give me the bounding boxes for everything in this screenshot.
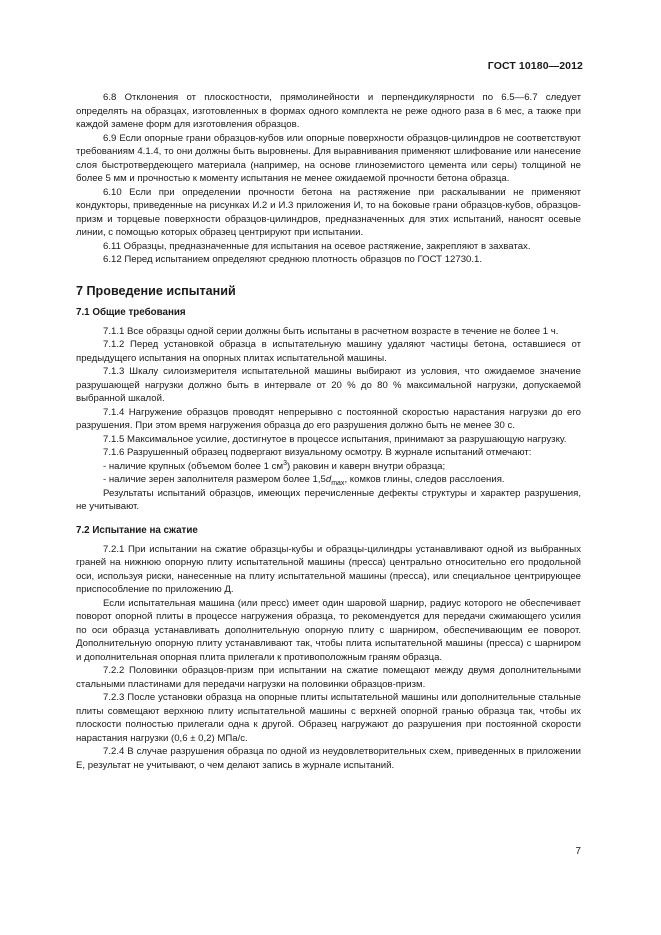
- standard-code: ГОСТ 10180—2012: [487, 60, 583, 72]
- paragraph-6-10: 6.10 Если при определении прочности бетона на растяжение при раскалывании не применяют кондукторы, приведенные на рисунках И.2 и И.3 приложения И, то на боковые грани образцов-кубов, образцов-призм и торцевые поверхности образцов-цилиндров, предназначенных для этих испытаний, наносят осевые линии, с помощью которых образец центрируют при испытании.: [76, 186, 581, 238]
- paragraph-7-2-4: 7.2.4 В случае разрушения образца по одной из неудовлетворительных схем, приведенных в приложении Е, результат не учитывают, о чем делают запись в журнале испытаний.: [76, 746, 581, 771]
- list-item-cavities-text-b: ) раковин и каверн внутри образца;: [286, 460, 446, 472]
- paragraph-7-2-3: 7.2.3 После установки образца на опорные плиты испытательной машины или дополнительные стальные плиты совмещают верхнюю плиту испытательной машины с верхней опорной гранью образца так, чтобы их плоскости полностью прилегали одна к другой. Образец нагружают до разрушения при постоянной скорости нарастания нагрузки (0,6 ± 0,2) МПа/с.: [76, 692, 581, 744]
- paragraph-7-2-2: 7.2.2 Половинки образцов-призм при испытании на сжатие помещают между двумя дополнительными стальными пластинами для передачи нагрузки на половинки образцов-призм.: [76, 665, 581, 690]
- paragraph-7-1-5: 7.1.5 Максимальное усилие, достигнутое в процессе испытания, принимают за разрушающую нагрузку.: [103, 433, 567, 445]
- paragraph-6-12: 6.12 Перед испытанием определяют среднюю плотность образцов по ГОСТ 12730.1.: [103, 254, 483, 265]
- paragraph-6-8: 6.8 Отклонения от плоскостности, прямолинейности и перпендикулярности по 6.5—6.7 следует определять на образцах, изготовленных в формах одного комплекта не реже одного раза в 6 мес, а также при каждой замене форм для изготовления образцов.: [76, 92, 581, 130]
- paragraph-7-2-1: 7.2.1 При испытании на сжатие образцы-кубы и образцы-цилиндры устанавливают одной из выбранных граней на нижнюю опорную плиту испытательной машины (пресса) центрально относительно его продольной оси, используя риски, нанесенные на плиту испытательной машины (пресса), или специальное центрирующее приспособление по приложению Д.: [76, 543, 581, 595]
- paragraph-results-note: Результаты испытаний образцов, имеющих перечисленные дефекты структуры и характер разрушения, не учитывают.: [76, 487, 581, 512]
- paragraph-7-1-6: 7.1.6 Разрушенный образец подвергают визуальному осмотру. В журнале испытаний отмечают:: [103, 447, 532, 458]
- list-item-cavities: [76, 460, 581, 474]
- section-7-1-heading: 7.1 Общие требования: [76, 306, 186, 318]
- paragraph-7-1-1: 7.1.1 Все образцы одной серии должны быть испытаны в расчетном возрасте в течение не более 1 ч.: [103, 325, 559, 337]
- page-content: [76, 91, 581, 772]
- list-item-aggregate-text-a: - наличие зерен заполнителя размером более 1,5: [103, 474, 326, 485]
- paragraph-6-11: 6.11 Образцы, предназначенные для испытания на осевое растяжение, закрепляют в захватах.: [103, 240, 531, 252]
- section-7-2-heading: 7.2 Испытание на сжатие: [76, 524, 198, 536]
- d-variable: d: [325, 474, 332, 485]
- page-number: 7: [575, 846, 581, 857]
- paragraph-7-1-2: 7.1.2 Перед установкой образца в испытательную машину удаляют частицы бетона, оставшиеся от предыдущего испытания на опорных плитах испытательной машины.: [76, 339, 581, 364]
- paragraph-6-9: 6.9 Если опорные грани образцов-кубов или опорные поверхности образцов-цилиндров не соответствуют требованиям 4.1.4, то они должны быть выровнены. Для выравнивания применяют шлифование или нанесение слоя быстротвердеющего материала (например, на основе глиноземистого цемента или серы) толщиной не более 5 мм и прочностью к моменту испытания не менее ожидаемой прочности бетона образца.: [76, 132, 581, 184]
- paragraph-7-1-3: 7.1.3 Шкалу силоизмерителя испытательной машины выбирают из условия, что ожидаемое значение разрушающей нагрузки должно быть в интервале от 20 % до 80 % максимальной нагрузки, допускаемой выбранной шкалой.: [76, 366, 581, 404]
- list-item-aggregate-text-b: , комков глины, следов расслоения.: [344, 474, 505, 485]
- paragraph-7-1-4: 7.1.4 Нагружение образцов проводят непрерывно с постоянной скоростью нарастания нагрузки до его разрушения. При этом время нагружения образца до его разрушения должно быть не менее 30 с.: [76, 406, 581, 431]
- paragraph-7-2-1-continued: Если испытательная машина (или пресс) имеет один шаровой шарнир, радиус которого не обеспечивает поворот опорной плиты в процессе нагружения образца, то рекомендуется для передачи сжимающего усилия по оси образца устанавливать дополнительную опорную плиту с шарниром, обеспечивающим ее поворот. Дополнительную опорную плиту устанавливают так, чтобы плита испытательной машины (пресса) с шарниром и дополнительная опорная плита прилегали к противоположным граням образца.: [76, 597, 581, 663]
- max-subscript: max: [331, 479, 345, 487]
- list-item-cavities-text-a: - наличие крупных (объемом более 1 см: [103, 460, 284, 472]
- list-item-aggregate: [76, 473, 581, 487]
- cubic-superscript: 3: [283, 459, 287, 467]
- section-7-heading: 7 Проведение испытаний: [76, 283, 236, 298]
